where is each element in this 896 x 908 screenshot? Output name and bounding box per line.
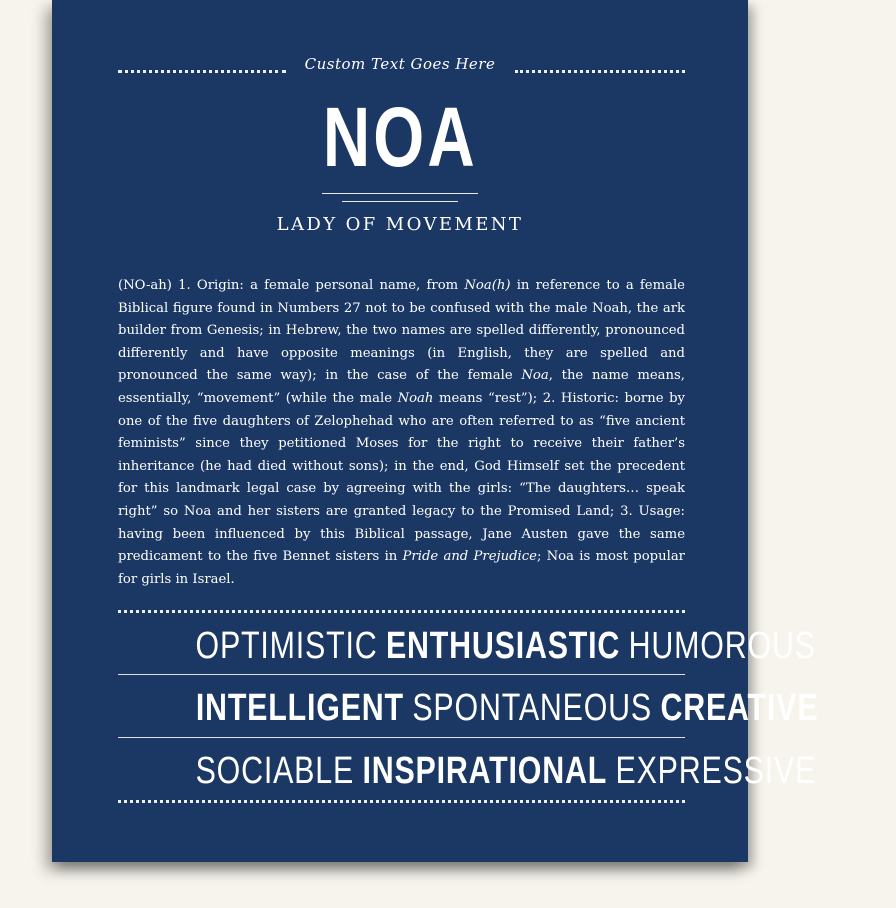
custom-text-tagline: Custom Text Goes Here bbox=[304, 55, 496, 73]
name-meaning: LADY OF MOVEMENT bbox=[276, 214, 524, 235]
name-poster bbox=[52, 0, 819, 862]
trait-word: SOCIABLE bbox=[195, 750, 355, 792]
top-right-dotted-rule bbox=[515, 70, 685, 73]
name-underline-1 bbox=[322, 193, 478, 194]
traits-row-1 bbox=[118, 622, 816, 670]
trait-word: ENTHUSIASTIC bbox=[385, 625, 621, 667]
trait-word: HUMOROUS bbox=[628, 625, 816, 667]
trait-word: SPONTANEOUS bbox=[412, 687, 652, 729]
trait-word: INTELLIGENT bbox=[195, 687, 404, 729]
traits-bottom-dotted-rule bbox=[118, 800, 685, 803]
trait-word: OPTIMISTIC bbox=[195, 625, 378, 667]
name-definition: (NO-ah) 1. Origin: a female personal name, from Noa(h) in reference to a female Biblical figure found in Numbers 27 not to be confused with the male Noah, the ark builder from Genesis; in Hebrew, the two names are spelled differently, pronounced differently and have opposite meanings (in English, they are spelled and pronounced the same way); in the case of the female Noa, the name means, essentially, “movement” (while the male Noah means “rest”); 2. Historic: borne by one of the five daughters of Zelophehad who are often referred to as “five ancient feminists” since they petitioned Moses for the right to receive their father’s inheritance (he had died without sons); in the end, God Himself set the precedent for this landmark legal case by agreeing with the girls: “The daughters… speak right” so Noa and her sisters are granted legacy to the Promised Land; 3. Usage: having been influenced by this Biblical passage, Jane Austen gave the same predicament to the five Bennet sisters in Pride and Prejudice; Noa is most popular for girls in Israel. bbox=[118, 278, 685, 587]
traits-row-3 bbox=[118, 747, 817, 795]
name-underline-2 bbox=[342, 201, 458, 202]
traits-separator-1 bbox=[118, 674, 685, 675]
traits-separator-2 bbox=[118, 737, 685, 738]
trait-word: INSPIRATIONAL bbox=[362, 750, 608, 792]
traits-row-2 bbox=[118, 684, 819, 732]
trait-word: CREATIVE bbox=[660, 687, 819, 729]
trait-word: EXPRESSIVE bbox=[615, 750, 817, 792]
name-title: NOA bbox=[322, 90, 478, 184]
traits-top-dotted-rule bbox=[118, 610, 685, 613]
